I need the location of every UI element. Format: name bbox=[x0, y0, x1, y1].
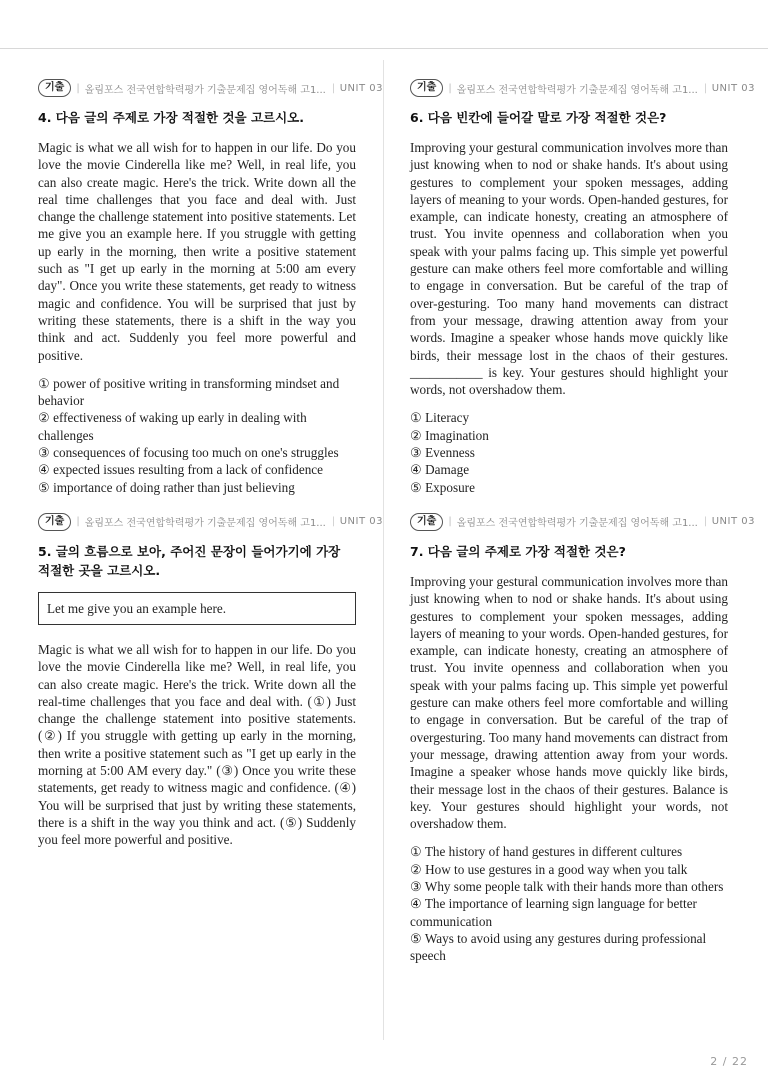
right-column bbox=[410, 78, 755, 980]
answer-options bbox=[410, 409, 728, 495]
source-title: 올림포스 전국연합학력평가 기출문제집 영어독해 고1... bbox=[84, 84, 326, 96]
unit-text: UNIT 03 bbox=[339, 82, 383, 94]
option-1[interactable]: ① The history of hand gestures in different cultures bbox=[410, 844, 683, 860]
option-1[interactable]: ① Literacy bbox=[410, 410, 470, 426]
question-4 bbox=[38, 78, 383, 496]
header-separator: | bbox=[76, 516, 80, 528]
given-sentence-box: Let me give you an example here. bbox=[38, 592, 356, 625]
gichul-tag: 기출 bbox=[38, 513, 71, 531]
unit-text: UNIT 03 bbox=[711, 82, 755, 94]
question-header bbox=[410, 512, 755, 532]
gichul-tag: 기출 bbox=[38, 79, 71, 97]
option-3[interactable]: ③ Evenness bbox=[410, 445, 475, 461]
question-title: 6. 다음 빈칸에 들어갈 말로 가장 적절한 것은? bbox=[410, 110, 667, 125]
question-header bbox=[410, 78, 755, 98]
header-separator: | bbox=[448, 516, 452, 528]
question-header bbox=[38, 512, 383, 532]
gichul-tag: 기출 bbox=[410, 513, 443, 531]
column-divider bbox=[383, 60, 384, 1040]
source-title: 올림포스 전국연합학력평가 기출문제집 영어독해 고1... bbox=[456, 84, 698, 96]
header-separator: | bbox=[76, 82, 80, 94]
unit-label: | UNIT 03 bbox=[703, 82, 755, 94]
source-title: 올림포스 전국연합학력평가 기출문제집 영어독해 고1... bbox=[456, 518, 698, 530]
answer-options bbox=[38, 375, 356, 496]
passage: Improving your gestural communication involves more than just knowing when to nod or shake hands. It's about using gestures to complement your spoken messages, adding layers of meaning to your words. Open-handed gestures, for example, can indicate honesty, creating an atmosphere of trust. You invite openness and collaboration when you speak with your palms facing up. This simple yet powerful gesture can make others feel more comfortable and willing to engage in conversation. But be careful of the trap of overgesturing. Too many hand movements can distract from your message, drawing attention away from your words. Imagine a speaker whose hands move quickly like birds, their message lost in the chaos of their gestures. Balance is key. Your gestures should highlight your words, not overshadow them. bbox=[410, 573, 728, 832]
unit-label: | UNIT 03 bbox=[703, 516, 755, 528]
question-title: 5. 글의 흐름으로 보아, 주어진 문장이 들어가기에 가장 적절한 곳을 고르시오. bbox=[38, 543, 341, 578]
option-3[interactable]: ③ Why some people talk with their hands more than others bbox=[410, 878, 724, 894]
passage: Improving your gestural communication involves more than just knowing when to nod or shake hands. It's about using gestures to complement your spoken messages, adding layers of meaning to your words. Open-handed gestures, for example, can indicate honesty, creating an atmosphere of trust. You invite openness and collaboration when you speak with your palms facing up. This simple yet powerful gesture can make others feel more comfortable and willing to engage in conversation. But be careful of the trap of over-gesturing. Too many hand movements can distract from your message, drawing attention away from your words. Imagine a speaker whose hands move quickly like birds, their message lost in the chaos of their gestures. ___________ is key. Your gestures should highlight your words, not overshadow them. bbox=[410, 140, 728, 398]
unit-text: UNIT 03 bbox=[711, 516, 755, 528]
source-title: 올림포스 전국연합학력평가 기출문제집 영어독해 고1... bbox=[84, 518, 326, 530]
option-5[interactable]: ⑤ Ways to avoid using any gestures during professional speech bbox=[410, 930, 707, 964]
answer-options bbox=[410, 843, 728, 964]
question-title: 4. 다음 글의 주제로 가장 적절한 것을 고르시오. bbox=[38, 110, 305, 125]
option-2[interactable]: ② How to use gestures in a good way when you talk bbox=[410, 861, 688, 877]
passage: Magic is what we all wish for to happen in our life. Do you love the movie Cinderella like me? Well, in real life, you can also create magic. Here's the trick. Write down all the real-time challenges that you face and deal with. (①) Just change the challenge statement into positive statements. (②) If you struggle with getting up early in the morning, then write a positive statement such as "I get up early in the morning at 5:00 AM every day." (③) Once you write these statements, get ready to witness magic and confidence. (④) You will be surprised that just by writing these statements, there is a shift in the way you think and act. (⑤) Suddenly you feel more powerful and positive. bbox=[38, 641, 356, 848]
option-2[interactable]: ② effectiveness of waking up early in dealing with challenges bbox=[38, 410, 307, 443]
page-number: 2 / 22 bbox=[710, 1055, 748, 1068]
unit-label: | UNIT 03 bbox=[331, 516, 383, 528]
left-column bbox=[38, 78, 383, 865]
question-6 bbox=[410, 78, 755, 496]
question-header bbox=[38, 78, 383, 98]
gichul-tag: 기출 bbox=[410, 79, 443, 97]
option-5[interactable]: ⑤ Exposure bbox=[410, 479, 475, 495]
unit-text: UNIT 03 bbox=[339, 516, 383, 528]
top-rule bbox=[0, 48, 768, 49]
option-1[interactable]: ① power of positive writing in transforming mindset and behavior bbox=[38, 375, 340, 409]
option-3[interactable]: ③ consequences of focusing too much on one's struggles bbox=[38, 445, 339, 461]
unit-label: | UNIT 03 bbox=[331, 82, 383, 94]
option-4[interactable]: ④ Damage bbox=[410, 462, 470, 478]
header-separator: | bbox=[448, 82, 452, 94]
option-4[interactable]: ④ expected issues resulting from a lack of confidence bbox=[38, 462, 323, 478]
passage: Magic is what we all wish for to happen in our life. Do you love the movie Cinderella like me? Well, in real life, you can also create magic. Here's the trick. Write down all the real time challenges that you face and deal with. Just change the challenge statement into positive statements. Let me give you an example here. If you struggle with getting up early in the morning, then write a positive statement such as "I get up early in the morning at 5:00 am every day". Once you write these statements, get ready to witness magic and confidence. You will be surprised that just by writing these statements, there is a shift in the way you think and act. Suddenly you feel more powerful and positive. bbox=[38, 140, 356, 363]
question-5 bbox=[38, 512, 383, 849]
option-5[interactable]: ⑤ importance of doing rather than just believing bbox=[38, 479, 295, 495]
option-2[interactable]: ② Imagination bbox=[410, 427, 489, 443]
question-7 bbox=[410, 512, 755, 965]
question-title: 7. 다음 글의 주제로 가장 적절한 것은? bbox=[410, 543, 626, 559]
option-4[interactable]: ④ The importance of learning sign language for better communication bbox=[410, 896, 697, 929]
